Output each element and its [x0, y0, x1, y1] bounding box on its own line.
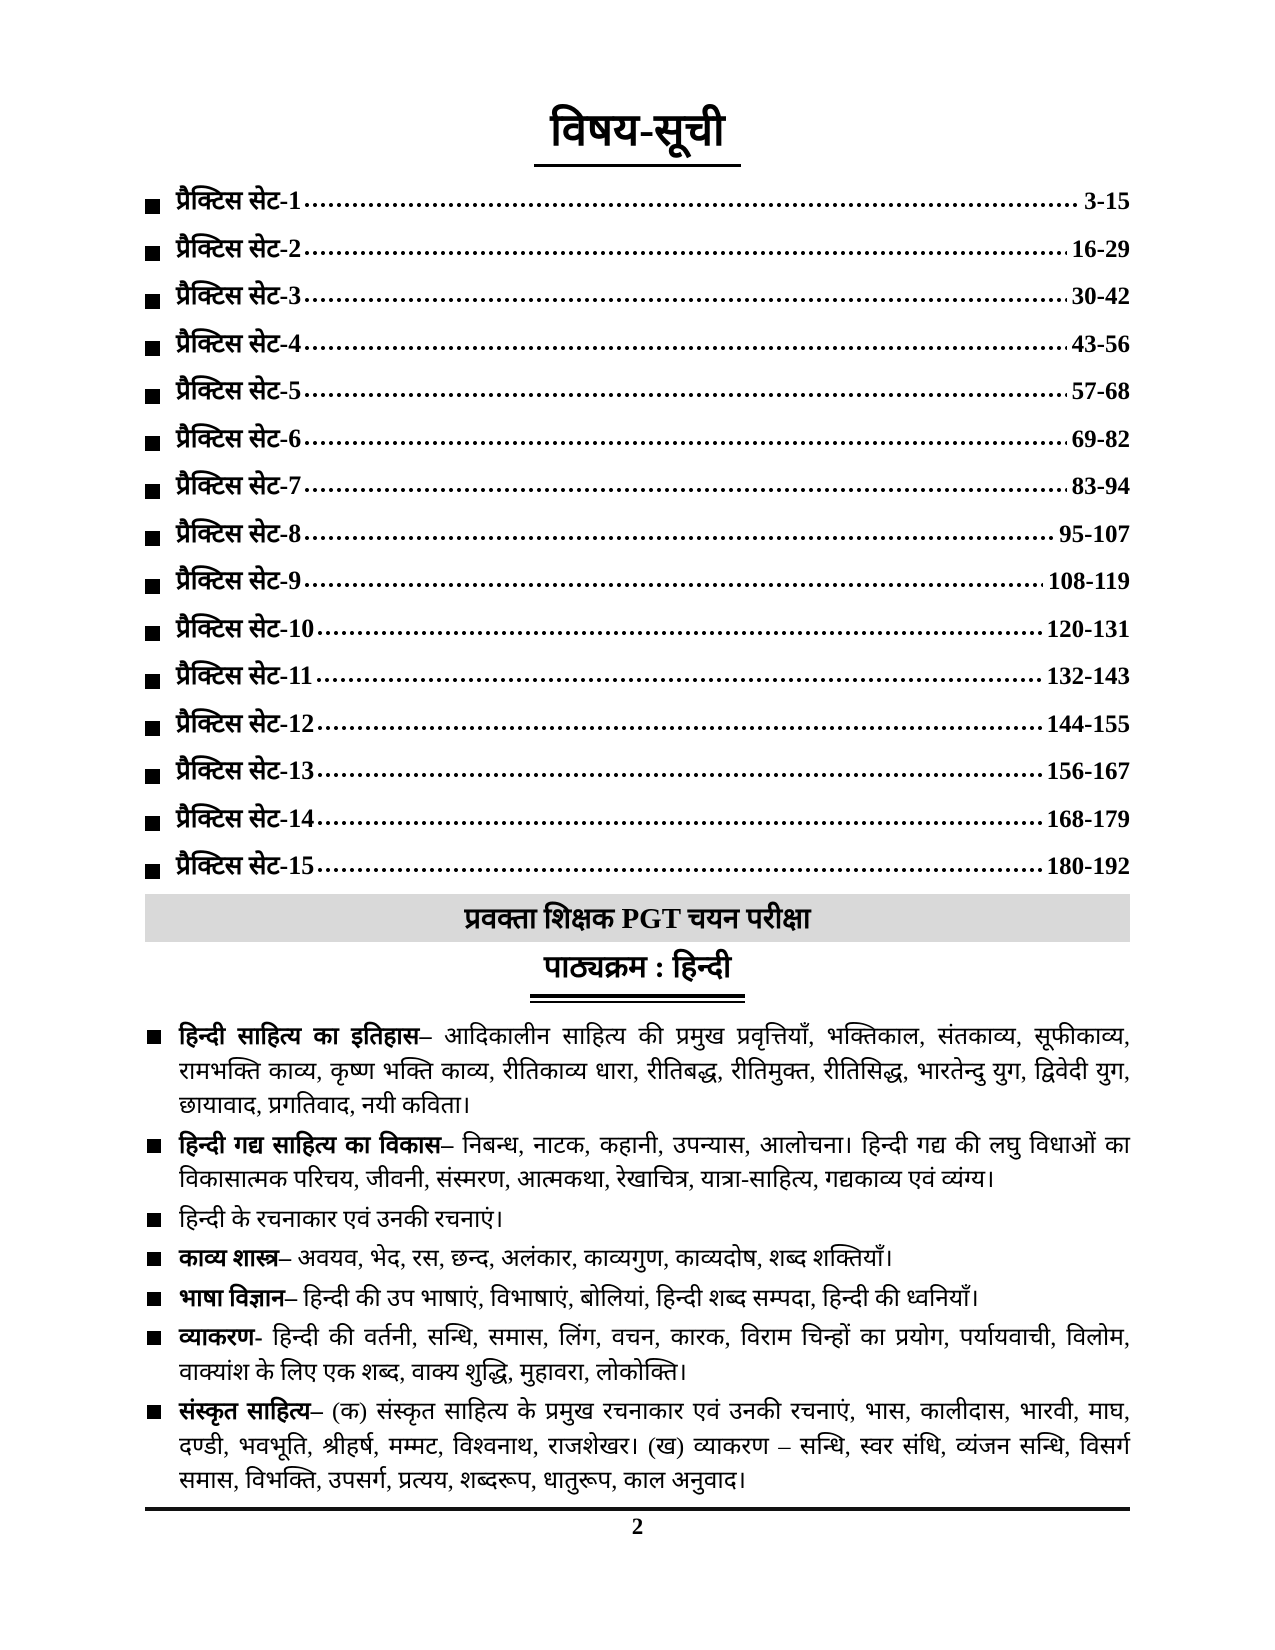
- toc-page-range: 3-15: [1084, 188, 1130, 216]
- toc-page-range: 120-131: [1046, 615, 1130, 643]
- toc-item-label: प्रैक्टिस सेट-9: [176, 566, 302, 596]
- toc-dot-leader: [303, 249, 1066, 257]
- syllabus-item-text: आदिकालीन साहित्य की प्रमुख प्रवृत्तियाँ, भक्तिकाल, संतकाव्य, सूफीकाव्य, रामभक्ति काव्य, कृष्ण भक्ति काव्य, रीतिकाव्य धारा, रीतिबद्ध, रीतिमुक्त, रीतिसिद्ध, भारतेन्दु युग, द्विवेदी युग, छायावाद, प्रगतिवाद, नयी कविता।: [179, 1023, 1131, 1120]
- syllabus-item-text: अवयव, भेद, रस, छन्द, अलंकार, काव्यगुण, काव्यदोष, शब्द शक्तियाँ।: [297, 1245, 893, 1273]
- syllabus-heading: पाठ्यक्रम : हिन्दी: [530, 949, 745, 999]
- toc-item-label: प्रैक्टिस सेट-11: [176, 661, 313, 691]
- toc-dot-leader: [316, 819, 1041, 827]
- toc-item: [145, 371, 1130, 419]
- syllabus-item: [145, 1129, 1130, 1198]
- toc-item-label: प्रैक्टिस सेट-14: [176, 803, 315, 833]
- syllabus-item-lead: भाषा विज्ञान–: [179, 1284, 298, 1312]
- toc-page-range: 95-107: [1059, 520, 1130, 548]
- toc-item-label: प्रैक्टिस सेट-2: [176, 233, 302, 263]
- bullet-square-icon: [145, 674, 160, 689]
- toc-page-range: 83-94: [1071, 473, 1130, 501]
- exam-banner-title: प्रवक्ता शिक्षक PGT चयन परीक्षा: [464, 903, 811, 936]
- syllabus-item-text: हिन्दी के रचनाकार एवं उनकी रचनाएं।: [179, 1205, 504, 1233]
- bullet-square-icon: [147, 1405, 161, 1419]
- syllabus-heading-section: [0, 949, 1275, 1004]
- toc-dot-leader: [303, 486, 1066, 494]
- bullet-square-icon: [145, 436, 160, 451]
- toc-item-label: प्रैक्टिस सेट-13: [176, 756, 315, 786]
- toc-item: [145, 704, 1130, 752]
- bullet-square-icon: [147, 1213, 161, 1227]
- toc-item: [145, 656, 1130, 704]
- toc-item-label: प्रैक्टिस सेट-5: [176, 376, 302, 406]
- toc-page-range: 108-119: [1048, 568, 1130, 596]
- toc-page-range: 69-82: [1071, 425, 1130, 453]
- toc-page-range: 156-167: [1046, 758, 1130, 786]
- toc-item: [145, 799, 1130, 847]
- bullet-square-icon: [145, 199, 160, 214]
- toc-item: [145, 466, 1130, 514]
- syllabus-item: [145, 1242, 1130, 1277]
- toc-item-label: प्रैक्टिस सेट-10: [176, 613, 315, 643]
- toc-dot-leader: [303, 391, 1066, 399]
- title-section: [0, 0, 1275, 167]
- toc-dot-leader: [303, 201, 1079, 209]
- syllabus-item: [145, 1282, 1130, 1317]
- bullet-square-icon: [145, 531, 160, 546]
- page-title: विषय-सूची: [534, 102, 740, 167]
- bullet-square-icon: [147, 1292, 161, 1306]
- toc-item-label: प्रैक्टिस सेट-7: [176, 471, 302, 501]
- toc-dot-leader: [303, 344, 1066, 352]
- toc-item-label: प्रैक्टिस सेट-4: [176, 328, 302, 358]
- toc-dot-leader: [303, 581, 1043, 589]
- syllabus-item: [145, 1321, 1130, 1390]
- toc-item: [145, 751, 1130, 799]
- toc-dot-leader: [316, 724, 1041, 732]
- toc-item: [145, 609, 1130, 657]
- toc-page-range: 57-68: [1071, 378, 1130, 406]
- toc-dot-leader: [303, 296, 1066, 304]
- bullet-square-icon: [145, 864, 160, 879]
- toc-list: [145, 181, 1130, 894]
- syllabus-item: [145, 1203, 1130, 1238]
- exam-banner: [145, 894, 1130, 942]
- syllabus-item: [145, 1395, 1130, 1499]
- syllabus-item: [145, 1020, 1130, 1124]
- toc-item: [145, 181, 1130, 229]
- toc-item: [145, 276, 1130, 324]
- syllabus-item-lead: संस्कृत साहित्य–: [179, 1398, 323, 1426]
- syllabus-item-lead: काव्य शास्त्र–: [179, 1245, 292, 1273]
- toc-item: [145, 514, 1130, 562]
- bullet-square-icon: [147, 1252, 161, 1266]
- page-number: 2: [631, 1514, 644, 1539]
- toc-item: [145, 419, 1130, 467]
- bullet-square-icon: [145, 626, 160, 641]
- toc-dot-leader: [316, 771, 1041, 779]
- syllabus-item-lead: व्याकरण-: [179, 1324, 263, 1352]
- toc-item-label: प्रैक्टिस सेट-8: [176, 518, 302, 548]
- footer-divider: [145, 1507, 1130, 1511]
- toc-item: [145, 229, 1130, 277]
- bullet-square-icon: [147, 1331, 161, 1345]
- bullet-square-icon: [147, 1139, 161, 1153]
- syllabus-list: [145, 1020, 1130, 1499]
- toc-item-label: प्रैक्टिस सेट-6: [176, 423, 302, 453]
- toc-dot-leader: [315, 676, 1042, 684]
- toc-item: [145, 846, 1130, 894]
- toc-page-range: 43-56: [1071, 330, 1130, 358]
- toc-dot-leader: [303, 439, 1066, 447]
- syllabus-item-text: (क) संस्कृत साहित्य के प्रमुख रचनाकार एवं उनकी रचनाएं, भास, कालीदास, भारवी, माघ, दण्डी, भवभूति, श्रीहर्ष, मम्मट, विश्वनाथ, राजशेखर। (ख) व्याकरण – सन्धि, स्वर संधि, व्यंजन सन्धि, विसर्ग समास, विभक्ति, उपसर्ग, प्रत्यय, शब्दरूप, धातुरूप, काल अनुवाद।: [179, 1398, 1131, 1495]
- toc-item: [145, 561, 1130, 609]
- syllabus-item-text: हिन्दी की उप भाषाएं, विभाषाएं, बोलियां, हिन्दी शब्द सम्पदा, हिन्दी की ध्वनियाँ।: [303, 1284, 979, 1312]
- bullet-square-icon: [145, 816, 160, 831]
- bullet-square-icon: [145, 389, 160, 404]
- toc-dot-leader: [316, 629, 1041, 637]
- bullet-square-icon: [145, 294, 160, 309]
- syllabus-item-text: निबन्ध, नाटक, कहानी, उपन्यास, आलोचना। हिन्दी गद्य की लघु विधाओं का विकासात्मक परिचय, जीवनी, संस्मरण, आत्मकथा, रेखाचित्र, यात्रा-साहित्य, गद्यकाव्य एवं व्यंग्य।: [179, 1131, 1130, 1194]
- toc-dot-leader: [303, 534, 1054, 542]
- syllabus-item-lead: हिन्दी गद्य साहित्य का विकास–: [179, 1131, 454, 1159]
- bullet-square-icon: [145, 484, 160, 499]
- bullet-square-icon: [145, 769, 160, 784]
- toc-page-range: 16-29: [1071, 235, 1130, 263]
- bullet-square-icon: [147, 1030, 161, 1044]
- bullet-square-icon: [145, 579, 160, 594]
- toc-page-range: 132-143: [1046, 663, 1130, 691]
- toc-page-range: 168-179: [1046, 805, 1130, 833]
- bullet-square-icon: [145, 721, 160, 736]
- bullet-square-icon: [145, 246, 160, 261]
- toc-item-label: प्रैक्टिस सेट-12: [176, 708, 315, 738]
- toc-item-label: प्रैक्टिस सेट-15: [176, 851, 315, 881]
- syllabus-item-lead: हिन्दी साहित्य का इतिहास–: [179, 1023, 432, 1051]
- toc-item: [145, 324, 1130, 372]
- toc-page-range: 144-155: [1046, 710, 1130, 738]
- toc-dot-leader: [316, 866, 1041, 874]
- toc-page-range: 30-42: [1071, 283, 1130, 311]
- toc-page-range: 180-192: [1046, 853, 1130, 881]
- toc-item-label: प्रैक्टिस सेट-3: [176, 281, 302, 311]
- bullet-square-icon: [145, 341, 160, 356]
- toc-item-label: प्रैक्टिस सेट-1: [176, 186, 302, 216]
- double-underline: [530, 949, 745, 1004]
- syllabus-item-text: हिन्दी की वर्तनी, सन्धि, समास, लिंग, वचन, कारक, विराम चिन्हों का प्रयोग, पर्यायवाची, विलोम, वाक्यांश के लिए एक शब्द, वाक्य शुद्धि, मुहावरा, लोकोक्ति।: [179, 1324, 1130, 1386]
